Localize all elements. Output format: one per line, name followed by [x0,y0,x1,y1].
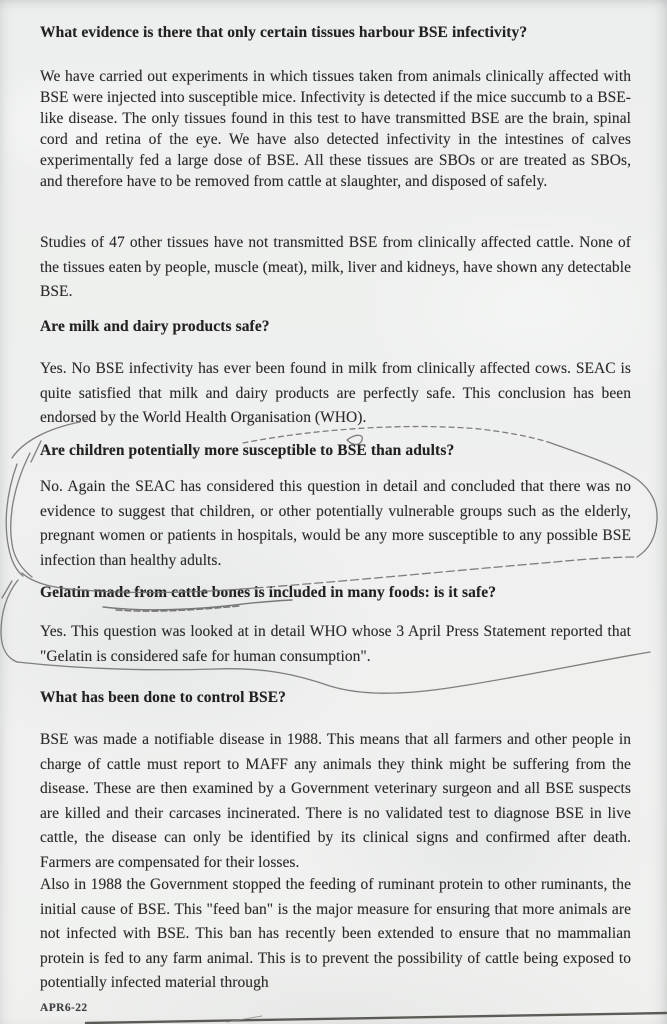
question-children-susceptible: Are children potentially more susceptible to BSE than adults? [40,442,455,459]
question-milk-dairy: Are milk and dairy products safe? [40,318,270,335]
answer-gelatin: Yes. This question was looked at in detail WHO whose 3 April Press Statement reported that "Gelatin is considered safe for human consumption". [40,623,631,665]
answer-feed-ban: Also in 1988 the Government stopped the feeding of ruminant protein to other ruminants, the initial cause of BSE. This "feed ban" is the major measure for ensuring that more animals are not infected with BSE. This ban has recently been extended to ensure that no mammalian protein is fed to any farm animal. This is to prevent the possibility of cattle being exposed to potentially infected material through [40,876,631,991]
answer-other-tissues: Studies of 47 other tissues have not transmitted BSE from clinically affected cattle. None of the tissues eaten by people, muscle (meat), milk, liver and kidneys, have shown any detectable BSE. [40,234,631,300]
question-tissue-infectivity: What evidence is there that only certain tissues harbour BSE infectivity? [40,24,528,41]
answer-control-bse: BSE was made a notifiable disease in 1988. This means that all farmers and other people in charge of cattle must report to MAFF any animals they think might be suffering from the disease. These are then examined by a Government veterinary surgeon and all BSE suspects are killed and their carcases incinerated. There is no validated test to diagnose BSE in live cattle, the disease can only be identified by its clinical signs and confirmed after death. Farmers are compensated for their losses. [40,731,631,871]
answer-children-susceptible: No. Again the SEAC has considered this question in detail and concluded that there was no evidence to suggest that children, or other potentially vulnerable groups such as the elderly, pregnant women or patients in hospitals, would be any more susceptible to any possible BSE infection than healthy adults. [40,478,631,569]
answer-milk-dairy: Yes. No BSE infectivity has ever been found in milk from clinically affected cows. SEAC is quite satisfied that milk and dairy products are perfectly safe. This conclusion has been endorsed by the World Health Organisation (WHO). [40,360,631,426]
question-control-bse: What has been done to control BSE? [40,689,286,706]
answer-tissue-infectivity: We have carried out experiments in which tissues taken from animals clinically affected with BSE were injected into susceptible mice. Infectivity is detected if the mice succumb to a BSE-like disease. The only tissues found in this test to have transmitted BSE are the brain, spinal cord and retina of the eye. We have also detected infectivity in the intestines of calves experimentally fed a large dose of BSE. All these tissues are SBOs or are treated as SBOs, and therefore have to be removed from cattle at slaughter, and disposed of safely. [40,68,631,190]
question-gelatin: Gelatin made from cattle bones is included in many foods: is it safe? [40,584,497,601]
page-reference-code: APR6-22 [40,1002,88,1014]
